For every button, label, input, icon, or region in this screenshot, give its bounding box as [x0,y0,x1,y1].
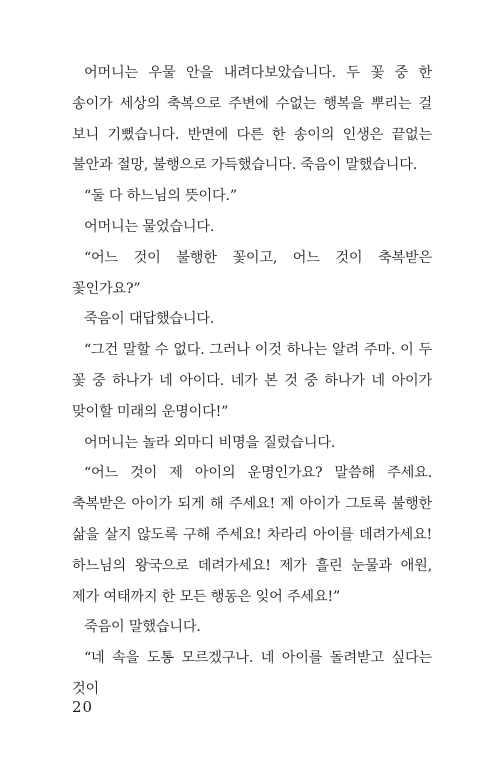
paragraph: “어느 것이 제 아이의 운명인가요? 말씀해 주세요. 축복받은 아이가 되게 해 주세요! 제 아이가 그토록 불행한 삶을 살지 않도록 구해 주세요! 차라리 아이를 데려가세요! 하느님의 왕국으로 데려가세요! 제가 흘린 눈물과 애원, 제가 여태까지 한 모든 행동은 잊어 주세요!” [72,465,432,605]
paragraph: 죽음이 대답했습니다. [84,311,215,328]
paragraph: 어머니는 물었습니다. [84,218,215,235]
body-text [72,58,432,705]
paragraph: “네 속을 도통 모르겠구나. 네 아이를 돌려받고 싶다는 것이 [72,650,432,697]
paragraph: “어느 것이 불행한 꽃이고, 어느 것이 축복받은 꽃인가요?” [72,249,432,297]
paragraph: “그건 말할 수 없다. 그러나 이것 하나는 알려 주마. 이 두 꽃 중 하나가 네 아이다. 네가 본 것 중 하나가 네 아이가 맞이할 미래의 운명이다!” [72,342,432,420]
paragraph: 죽음이 말했습니다. [84,619,201,636]
paragraph: “둘 다 하느님의 뜻이다.” [84,188,237,205]
paragraph: 어머니는 놀라 외마디 비명을 질렀습니다. [84,434,336,451]
paragraph: 어머니는 우물 안을 내려다보았습니다. 두 꽃 중 한 송이가 세상의 축복으로 주변에 수없는 행복을 뿌리는 걸 보니 기뻤습니다. 반면에 다른 한 송이의 인생은 끝없는 불안과 절망, 불행으로 가득했습니다. 죽음이 말했습니다. [72,65,432,174]
page-number: 20 [72,698,94,716]
